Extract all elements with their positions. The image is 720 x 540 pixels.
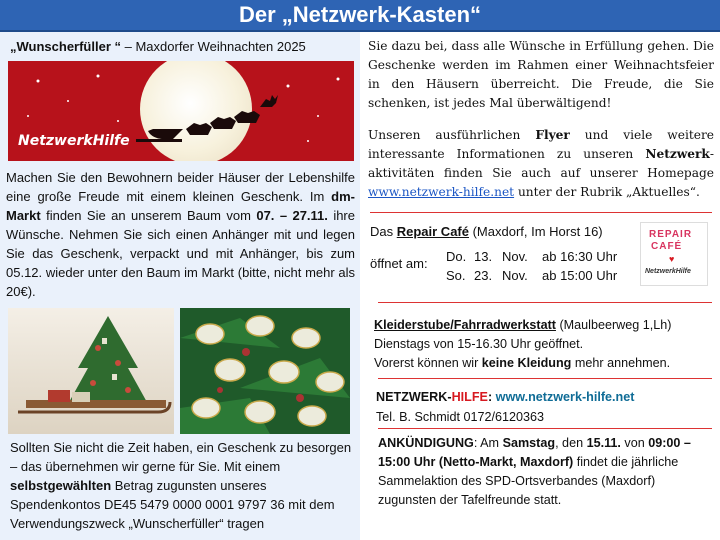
- nh-line-1: [376, 387, 716, 407]
- left-paragraph-1: [6, 168, 355, 301]
- nh-netzwerk: NETZWERK-: [376, 390, 452, 404]
- ank-date: 15.11.: [586, 436, 621, 450]
- open-day: Do.: [446, 249, 467, 264]
- open-date: 13.: [474, 249, 493, 264]
- repair-address: (Maxdorf, Im Horst 16): [468, 224, 603, 239]
- repair-cafe-heading: [370, 224, 603, 239]
- open-label: öffnet am:: [370, 256, 428, 271]
- ank-time-location: 09:00 – 15:00 Uhr (Netto-Markt, Maxdorf): [378, 436, 691, 469]
- open-row-2: [446, 268, 636, 283]
- flyer-text-d: unter der Rubrik „Aktuelles“.: [514, 185, 700, 199]
- sled-tree-photo: [8, 308, 174, 434]
- nh-colon: :: [487, 390, 496, 404]
- open-month: Nov.: [502, 249, 528, 264]
- para1-text-b: finden Sie an unserem Baum vom: [40, 208, 257, 223]
- open-date: 23.: [474, 268, 493, 283]
- heading-rest: – Maxdorfer Weihnachten 2025: [121, 39, 306, 54]
- open-time: ab 15:00 Uhr: [542, 268, 618, 283]
- para1-text-c: ihre Wünsche. Nehmen Sie sich einen Anhänger mit und legen Sie das Geschenk, verpackt und mit Anhänger, bis zum 05.12. wieder unter den Baum im Markt (bitte, nicht mehr als 20€).: [6, 208, 355, 299]
- right-paragraph-1: [368, 37, 714, 113]
- date-range: 07. – 27.11.: [256, 208, 328, 223]
- para2-text-b: Betrag zugunsten unseres Spendenkontos DE45 5479 0000 0001 9797 36 mit dem Verwendungszweck „Wunscherfüller“ tragen: [10, 478, 335, 531]
- netzwerkhilfe-logo: NetzwerkHilfe: [18, 133, 130, 149]
- heart-icon: ♥: [669, 254, 675, 264]
- repair-text-a: Das: [370, 224, 397, 239]
- netzwerk-word: Netzwerk: [645, 147, 710, 161]
- kleiderstube-hours: Dienstags von 15-16.30 Uhr geöffnet.: [374, 337, 584, 351]
- ank-text-c: von: [620, 436, 649, 450]
- ank-text-a: : Am: [473, 436, 503, 450]
- ank-text-b: , den: [555, 436, 587, 450]
- nh-website-link[interactable]: www.netzwerk-hilfe.net: [495, 390, 635, 404]
- nh-hilfe: HILFE: [451, 390, 488, 404]
- separator-4: [378, 428, 712, 429]
- flyer-word: Flyer: [535, 128, 570, 142]
- repair-cafe-logo: [640, 222, 708, 286]
- right-paragraph-2: [368, 126, 714, 202]
- announcement-label: ANKÜNDIGUNG: [378, 436, 474, 450]
- repair-cafe-title: Repair Café: [396, 224, 469, 239]
- flyer-text-a: Unseren ausführlichen: [368, 128, 536, 142]
- nh-telephone: Tel. B. Schmidt 0172/6120363: [376, 410, 545, 424]
- kleiderstube-line-1: [374, 316, 718, 335]
- left-heading: [10, 38, 355, 56]
- wishes-tree-photo: [180, 308, 350, 434]
- ank-samstag: Samstag: [502, 436, 556, 450]
- open-time: ab 16:30 Uhr: [542, 249, 618, 264]
- kleiderstube-title: Kleiderstube/Fahrradwerkstatt: [374, 318, 556, 332]
- keine-kleidung: keine Kleidung: [481, 356, 572, 370]
- separator-1: [370, 212, 712, 213]
- para-wishes: Sie dazu bei, dass alle Wünsche in Erfüllung gehen. Die Geschenke werden im Rahmen einer Weihnachtsfeier in den Häusern überreicht. Die Freude, die Sie schenken, ist jedes Mal überwältigend!: [368, 39, 714, 110]
- dm-markt: dm-Markt: [6, 189, 355, 223]
- flyer-text-b: und viele weitere interessante Informationen zu unseren: [368, 128, 714, 161]
- kleiderstube-address: (Maulbeerweg 1,Lh): [555, 318, 672, 332]
- left-paragraph-2: [10, 438, 355, 533]
- christmas-banner: [8, 61, 354, 161]
- kleider-text-a: Vorerst können wir: [374, 356, 482, 370]
- logo-netzwerkhilfe: NetzwerkHilfe: [645, 268, 691, 275]
- para2-text-a: Sollten Sie nicht die Zeit haben, ein Geschenk zu besorgen – das übernehmen wir gerne für Sie. Mit einem: [10, 440, 352, 474]
- selbstgewaehlten: selbstgewählten: [10, 478, 112, 493]
- sled-tree-illustration: [8, 308, 174, 434]
- open-row-1: [446, 249, 636, 264]
- page-title: Der „Netzwerk-Kasten“: [238, 2, 482, 27]
- separator-3: [378, 378, 712, 379]
- para1-text-a: Machen Sie den Bewohnern beider Häuser der Lebenshilfe eine große Freude mit einem kleinen Geschenk. Im: [6, 170, 355, 204]
- logo-cafe: CAFÉ: [651, 241, 683, 252]
- kleider-text-b: mehr annehmen.: [571, 356, 671, 370]
- open-day: So.: [446, 268, 466, 283]
- wishes-tree-illustration: [180, 308, 350, 434]
- open-month: Nov.: [502, 268, 528, 283]
- kleiderstube-line-3: [374, 354, 718, 373]
- logo-repair: REPAIR: [649, 229, 693, 240]
- homepage-link[interactable]: www.netzwerk-hilfe.net: [368, 185, 515, 199]
- flyer-text-c: -aktivitäten finden Sie auch auf unserer Homepage: [368, 147, 714, 180]
- title-bar: [0, 0, 720, 32]
- announcement-block: [378, 434, 716, 510]
- ank-text-d: findet die jährliche Sammelaktion des SPD-Ortsverbandes (Maxdorf) zugunsten der Tafelfreunde statt.: [378, 455, 679, 507]
- separator-2: [378, 302, 712, 303]
- heading-bold: „Wunscherfüller “: [10, 39, 122, 54]
- netzwerk-hilfe-block: [376, 387, 716, 427]
- kleiderstube-block: [374, 316, 718, 373]
